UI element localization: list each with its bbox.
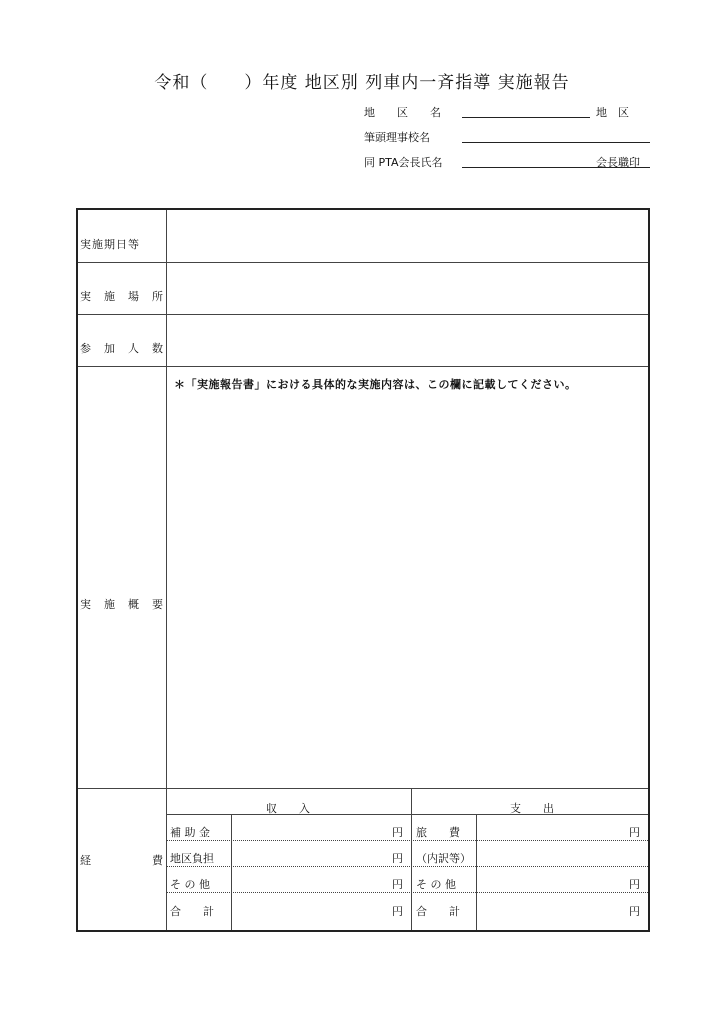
income-label-divider: [231, 814, 232, 930]
date-label: 実施期日等: [80, 238, 140, 251]
income-header: 収 入: [266, 802, 310, 815]
expense-header-divider: [166, 814, 648, 815]
expense-row-divider: [166, 866, 648, 867]
expense-total-yen: 円: [629, 905, 640, 918]
income-other-label: そ の 他: [170, 878, 210, 891]
row-divider: [78, 788, 648, 789]
report-form: [76, 208, 650, 932]
page-title: 令和（ ）年度 地区別 列車内一斉指導 実施報告: [154, 73, 570, 93]
summary-note: ＊「実施報告書」における具体的な実施内容は、この欄に記載してください。: [174, 378, 577, 391]
summary-field[interactable]: [167, 367, 648, 788]
income-total-label: 合 計: [170, 905, 214, 918]
expense-total-label: 合 計: [416, 905, 460, 918]
income-subsidy-yen: 円: [392, 826, 403, 839]
income-subsidy-label: 補 助 金: [170, 826, 210, 839]
income-other-yen: 円: [392, 878, 403, 891]
district-suffix: 地 区: [596, 106, 629, 119]
expense-label: 経 費: [80, 854, 164, 867]
expense-row-divider: [166, 892, 648, 893]
expense-header: 支 出: [510, 802, 554, 815]
school-input-line[interactable]: [462, 142, 650, 143]
place-field[interactable]: [167, 263, 648, 314]
income-total-yen: 円: [392, 905, 403, 918]
expense-row-divider: [166, 840, 648, 841]
expense-other-label: そ の 他: [416, 878, 456, 891]
date-field[interactable]: [167, 210, 648, 262]
participants-label: 参 加 人 数: [80, 342, 164, 355]
participants-field[interactable]: [167, 315, 648, 366]
place-label: 実 施 場 所: [80, 290, 164, 303]
summary-label: 実 施 概 要: [80, 598, 164, 611]
pta-seal-label: 会長職印: [596, 156, 640, 169]
income-expense-divider: [411, 788, 412, 930]
pta-label: 同 PTA会長氏名: [364, 156, 443, 169]
district-input-line[interactable]: [462, 117, 590, 118]
district-label: 地 区 名: [364, 106, 441, 119]
expense-travel-label: 旅 費: [416, 826, 460, 839]
expense-breakdown-label: （内訳等）: [416, 852, 471, 865]
expense-label-divider: [476, 814, 477, 930]
pta-row: [0, 154, 724, 168]
school-label: 筆頭理事校名: [364, 131, 430, 144]
expense-travel-yen: 円: [629, 826, 640, 839]
income-district-label: 地区負担: [170, 852, 214, 865]
income-district-yen: 円: [392, 852, 403, 865]
expense-other-yen: 円: [629, 878, 640, 891]
school-row: [0, 129, 724, 143]
district-row: [0, 104, 724, 118]
